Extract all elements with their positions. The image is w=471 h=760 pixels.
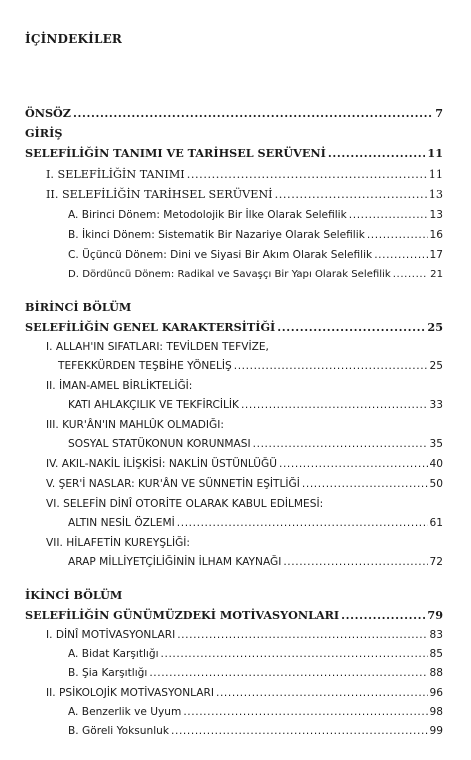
toc-page-number: 13: [429, 209, 443, 221]
toc-entry-label: D. Dördüncü Dönem: Radikal ve Savaşçı Bir Yapı Olarak Selefilik: [68, 269, 391, 280]
dot-leader: [73, 106, 433, 120]
toc-entry-label: A. Bidat Karşıtlığı: [68, 648, 159, 660]
toc-subentry: [68, 202, 443, 222]
toc-part-heading: BİRİNCİ BÖLÜM: [25, 300, 132, 314]
toc-page-number: 11: [428, 168, 443, 181]
dot-leader: [161, 647, 428, 661]
dot-leader: [341, 608, 425, 622]
toc-part-heading: İKİNCİ BÖLÜM: [25, 588, 123, 602]
toc-page-number: 96: [429, 687, 443, 699]
toc-entry-line: I. ALLAH'IN SIFATLARI: TEVİLDEN TEFVİZE,: [46, 341, 269, 353]
toc-page-number: 85: [429, 648, 443, 660]
toc-heading-giris: GİRİŞ: [25, 126, 63, 140]
dot-leader: [367, 228, 428, 242]
toc-entry-label: ARAP MİLLİYETÇİLİĞİNİN İLHAM KAYNAĞI: [68, 556, 282, 568]
toc-page-number: 17: [429, 249, 443, 261]
dot-leader: [393, 268, 428, 282]
toc-entry: [46, 680, 443, 700]
toc-page-number: 33: [429, 399, 443, 411]
toc-entry: [46, 622, 443, 642]
toc-entry-label: SOSYAL STATÜKONUN KORUNMASI: [68, 438, 251, 450]
dot-leader: [374, 248, 427, 262]
toc-page-number: 25: [427, 320, 443, 334]
toc-page-number: 11: [427, 146, 443, 160]
toc-page-number: 88: [429, 667, 443, 679]
toc-page-number: 72: [429, 556, 443, 568]
toc-entry: [68, 431, 443, 451]
toc-title: İÇİNDEKİLER: [25, 32, 123, 46]
toc-entry-label: V. ŞER'İ NASLAR: KUR'ÂN VE SÜNNETİN EŞİTLİĞİ: [46, 478, 300, 490]
toc-page-number: 21: [430, 269, 443, 280]
toc-page-number: 7: [435, 106, 443, 120]
toc-entry: [46, 162, 443, 182]
toc-page-number: 79: [427, 608, 443, 622]
toc-subentry: [68, 660, 443, 680]
toc-subentry: [68, 242, 443, 262]
toc-entry-label: SELEFİLİĞİN GENEL KARAKTERSİTİĞİ: [25, 320, 276, 334]
dot-leader: [187, 168, 427, 182]
dot-leader: [277, 320, 425, 334]
toc-page-number: 50: [429, 478, 443, 490]
toc-section-heading: [25, 602, 443, 622]
toc-subentry: [68, 641, 443, 661]
toc-entry: [46, 182, 443, 202]
dot-leader: [177, 516, 428, 530]
toc-page-number: 98: [429, 706, 443, 718]
toc-page-number: 61: [429, 517, 443, 529]
dot-leader: [183, 705, 427, 719]
toc-entry-line: II. İMAN-AMEL BİRLİKTELİĞİ:: [46, 380, 193, 392]
dot-leader: [328, 146, 426, 160]
toc-entry-label: B. İkinci Dönem: Sistematik Bir Nazariye Olarak Selefilik: [68, 229, 365, 241]
dot-leader: [283, 555, 427, 569]
toc-subentry: [68, 699, 443, 719]
toc-entry-label: KATI AHLAKÇILIK VE TEKFİRCİLİK: [68, 399, 239, 411]
toc-section-heading: [25, 140, 443, 160]
toc-section-heading: [25, 314, 443, 334]
toc-page-number: 25: [429, 360, 443, 372]
toc-entry-label: I. SELEFİLİĞİN TANIMI: [46, 168, 185, 181]
dot-leader: [275, 188, 427, 202]
toc-subentry: [68, 222, 443, 242]
toc-entry-label: TEFEKKÜRDEN TEŞBİHE YÖNELİŞ: [58, 360, 232, 372]
dot-leader: [234, 359, 428, 373]
dot-leader: [279, 457, 428, 471]
toc-entry-label: SELEFİLİĞİN GÜNÜMÜZDEKİ MOTİVASYONLARI: [25, 608, 340, 622]
toc-page-number: 99: [429, 725, 443, 737]
toc-entry-label: A. Birinci Dönem: Metodolojik Bir İlke Olarak Selefilik: [68, 209, 347, 221]
toc-entry-line: VII. HİLAFETİN KUREYŞLİĞİ:: [46, 537, 190, 549]
toc-entry-label: B. Göreli Yoksunluk: [68, 725, 170, 737]
toc-entry-line: III. KUR'ÂN'IN MAHLÛK OLMADIĞI:: [46, 419, 224, 431]
toc-entry-line: VI. SELEFİN DİNÎ OTORİTE OLARAK KABUL EDİLMESİ:: [46, 498, 324, 510]
toc-entry: [68, 549, 443, 569]
toc-entry-label: ALTIN NESİL ÖZLEMİ: [68, 517, 175, 529]
toc-entry-label: II. PSİKOLOJİK MOTİVASYONLARI: [46, 687, 214, 699]
toc-entry-label: IV. AKIL-NAKİL İLİŞKİSİ: NAKLİN ÜSTÜNLÜĞÜ: [46, 458, 277, 470]
dot-leader: [253, 437, 428, 451]
dot-leader: [177, 628, 427, 642]
toc-entry: [46, 451, 443, 471]
toc-page-number: 13: [428, 188, 443, 201]
toc-page-number: 35: [429, 438, 443, 450]
toc-page-number: 83: [429, 629, 443, 641]
toc-entry: [68, 510, 443, 530]
toc-entry-label: C. Üçüncü Dönem: Dini ve Siyasi Bir Akım Olarak Selefilik: [68, 249, 373, 261]
toc-page-number: 40: [429, 458, 443, 470]
toc-entry-onsoz: [25, 100, 443, 120]
dot-leader: [349, 208, 428, 222]
dot-leader: [302, 477, 428, 491]
toc-page-number: 16: [429, 229, 443, 241]
toc-entry: [46, 471, 443, 491]
toc-entry-label: A. Benzerlik ve Uyum: [68, 706, 182, 718]
dot-leader: [149, 666, 427, 680]
dot-leader: [241, 398, 428, 412]
toc-entry-label: SELEFİLİĞİN TANIMI VE TARİHSEL SERÜVENİ: [25, 146, 326, 160]
toc-entry-label: ÖNSÖZ: [25, 106, 71, 120]
dot-leader: [216, 686, 428, 700]
toc-entry: [68, 392, 443, 412]
toc-subentry: [68, 718, 443, 738]
toc-entry-label: II. SELEFİLİĞİN TARİHSEL SERÜVENİ: [46, 188, 273, 201]
dot-leader: [171, 724, 428, 738]
toc-entry-label: I. DİNÎ MOTİVASYONLARI: [46, 629, 176, 641]
toc-entry: [58, 353, 443, 373]
toc-entry-label: B. Şia Karşıtlığı: [68, 667, 148, 679]
toc-subentry: [68, 262, 443, 282]
